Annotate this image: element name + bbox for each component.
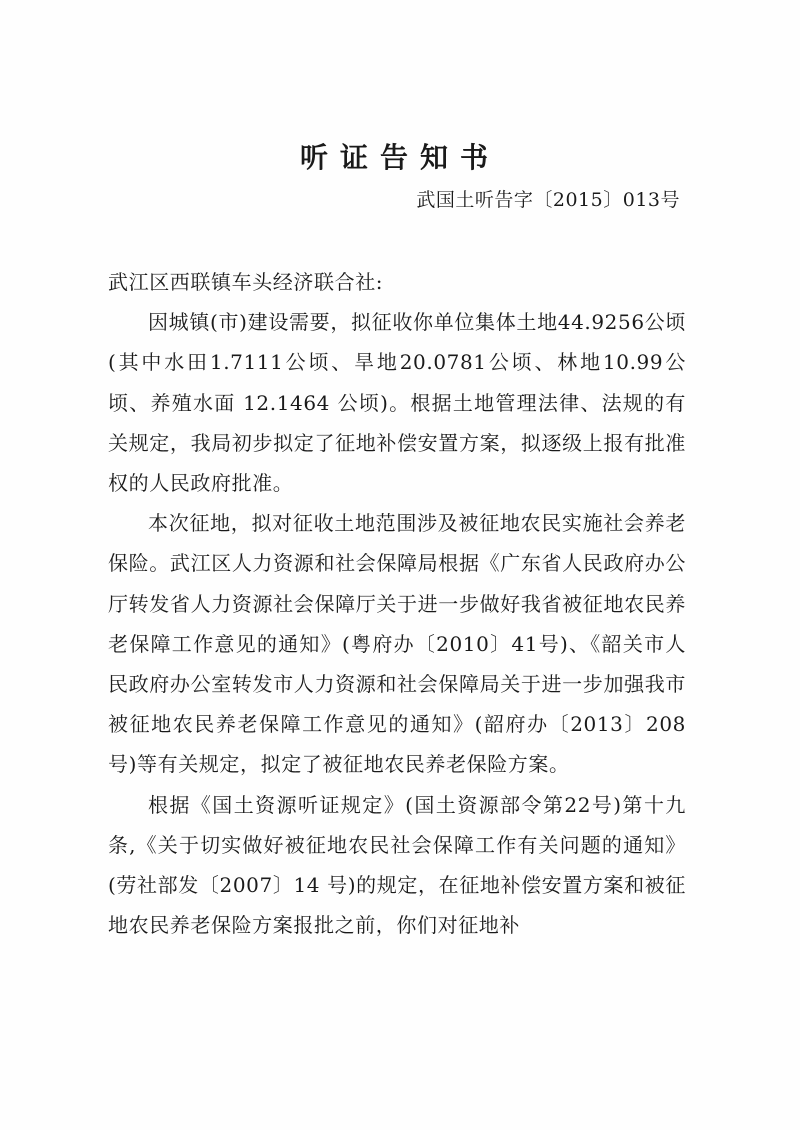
document-number: 武国土听告字〔2015〕013号 (416, 189, 680, 211)
addressee: 武江区西联镇车头经济联合社: (108, 270, 384, 294)
document-body (108, 262, 686, 945)
paragraph-2: 本次征地，拟对征收土地范围涉及被征地农民实施社会养老保险。武江区人力资源和社会保障局根据《广东省人民政府办公厅转发省人力资源社会保障厅关于进一步做好我省被征地农民养老保障工作意见的通知》(粤府办〔2010〕41号)、《韶关市人民政府办公室转发市人力资源和社会保障局关于进一步加强我市被征地农民养老保障工作意见的通知》(韶府办〔2013〕208 号)等有关规定，拟定了被征地农民养老保险方案。 (108, 511, 686, 777)
paragraph-3: 根据《国土资源听证规定》(国土资源部令第22号)第十九条,《关于切实做好被征地农民社会保障工作有关问题的通知》(劳社部发〔2007〕14 号)的规定，在征地补偿安置方案和被征地农民养老保险方案报批之前，你们对征地补 (108, 792, 686, 938)
document-title: 听证告知书 (299, 141, 500, 174)
paragraph-1: 因城镇(市)建设需要，拟征收你单位集体土地44.9256公顷(其中水田1.7111公顷、旱地20.0781公顷、林地10.99公顷、养殖水面 12.1464 公顷)。根据土地管理法律、法规的有关规定，我局初步拟定了征地补偿安置方案，拟逐级上报有批准权的人民政府批准。 (108, 310, 686, 496)
